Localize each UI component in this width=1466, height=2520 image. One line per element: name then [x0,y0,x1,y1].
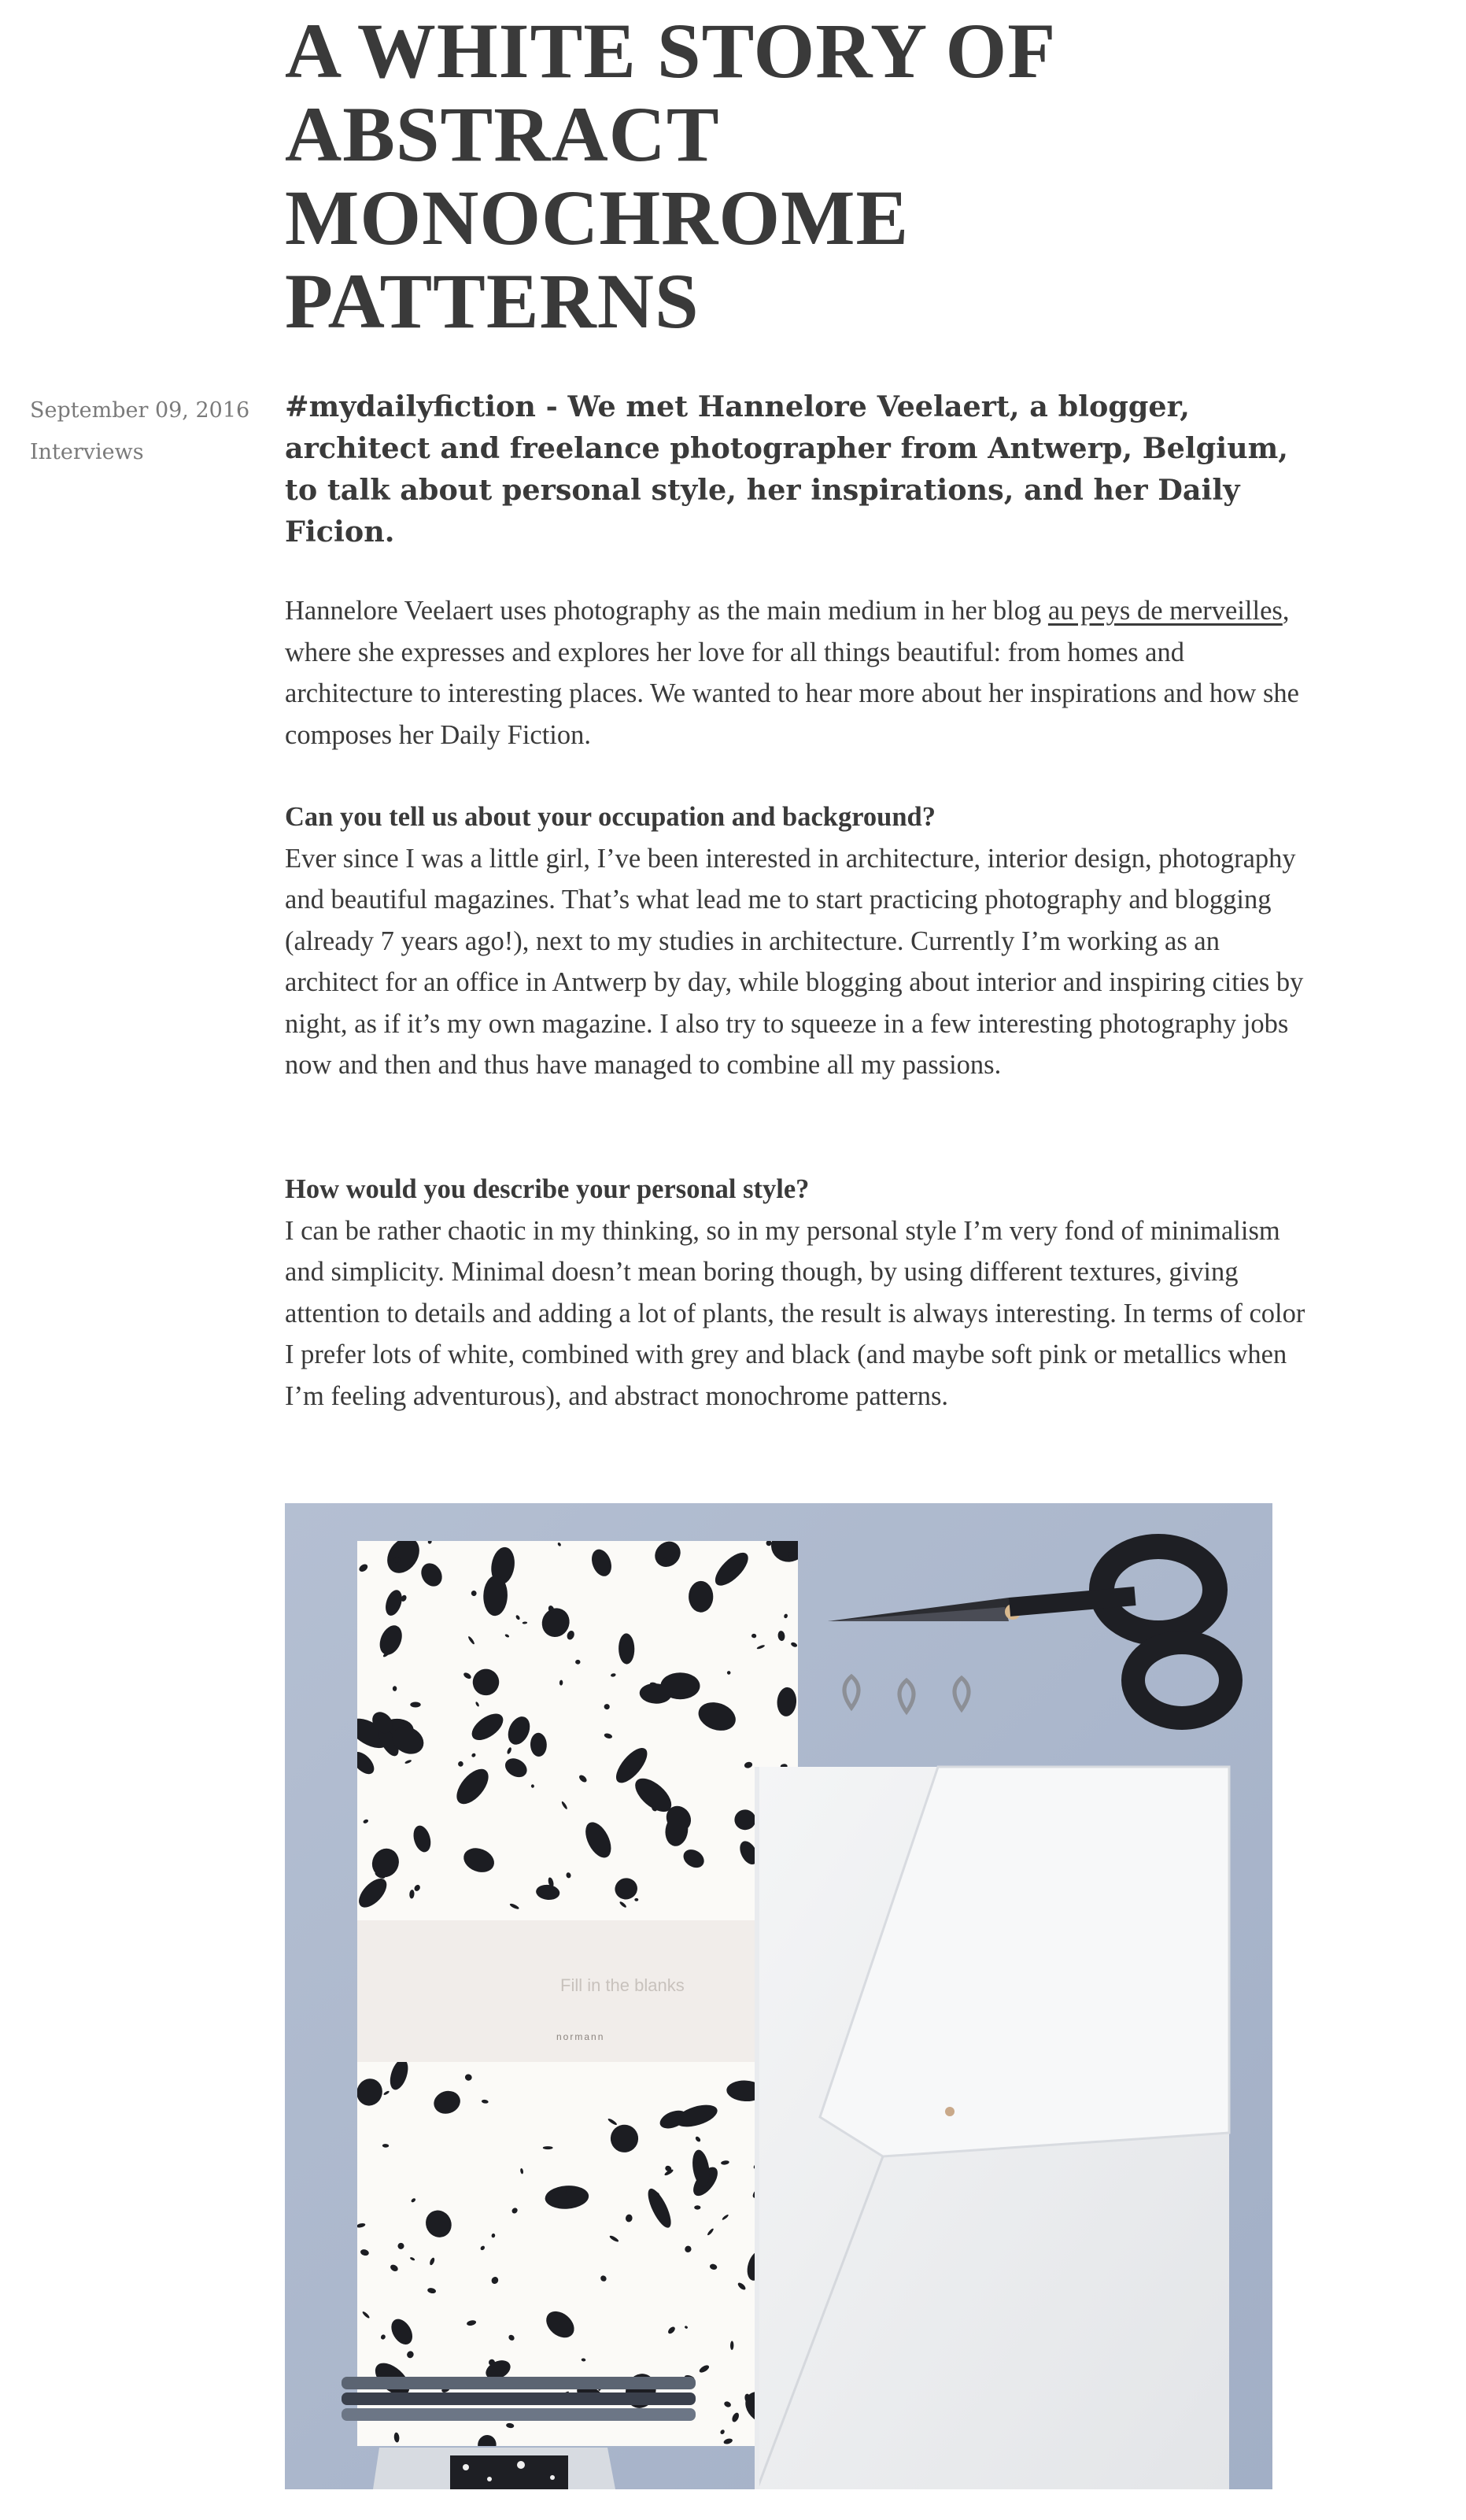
clear-folder [757,1767,1229,2489]
article-title: A WHITE STORY OF ABSTRACT MONOCHROME PATTERNS [285,7,1054,345]
pattern-speckle [689,1581,713,1613]
eraser-packet [373,2448,615,2489]
qa-style [285,1169,1308,1417]
answer-occupation: Ever since I was a little girl, I’ve been interested in architecture, interior design, photography and beautiful magazines. That’s what lead me to start practicing photography and blogging (already 7 years ago!), next to my studies in architecture. Currently I’m working as an architect for an office in Antwerp by day, while blogging about interior and inspiring cities by night, as if it’s my own magazine. I also try to squeeze in a few interesting photography jobs now and then and thus have managed to combine all my passions. [285,843,1304,1080]
pencils [342,2377,696,2421]
qa-occupation [285,796,1308,1086]
pattern-speckle [543,2146,553,2149]
notebook-brand: normann [556,2031,605,2042]
answer-style: I can be rather chaotic in my thinking, so in my personal style I’m very fond of minimalism and simplicity. Minimal doesn’t mean boring though, by using different textures, giving attention to details and adding a lot of plants, the result is always interesting. In terms of color I prefer lots of white, combined with grey and black (and maybe soft pink or metallics when I’m feeling adventurous), and abstract monochrome patterns. [285,1215,1305,1411]
article-date: September 09, 2016 [30,398,250,423]
paragraph-intro-end: , where she expresses and explores her love for all things beautiful: from homes and architecture to interesting places. We wanted to hear more about her inspirations and how she composes her Daily Fiction. [285,596,1299,750]
pattern-speckle [410,1702,420,1708]
article-intro: #mydailyfiction - We met Hannelore Veelaert, a blogger, architect and freelance photographer from Antwerp, Belgium, to talk about personal style, her inspirations, and her Daily Ficion. [285,390,1288,549]
paragraph-intro [285,590,1308,756]
notebook-band-text: Fill in the blanks [560,1975,685,1995]
paragraph-intro-start: Hannelore Veelaert uses photography as the main medium in her blog [285,596,1048,626]
category-link[interactable]: Interviews [30,440,144,464]
flatlay-photo [285,1503,1272,2489]
question-style: How would you describe your personal style? [285,1174,810,1204]
question-occupation: Can you tell us about your occupation and background? [285,802,936,832]
blog-link[interactable]: au peys de merveilles [1047,596,1283,626]
pattern-speckle [694,2205,700,2209]
pattern-speckle [660,1672,700,1699]
article-meta [30,390,266,473]
